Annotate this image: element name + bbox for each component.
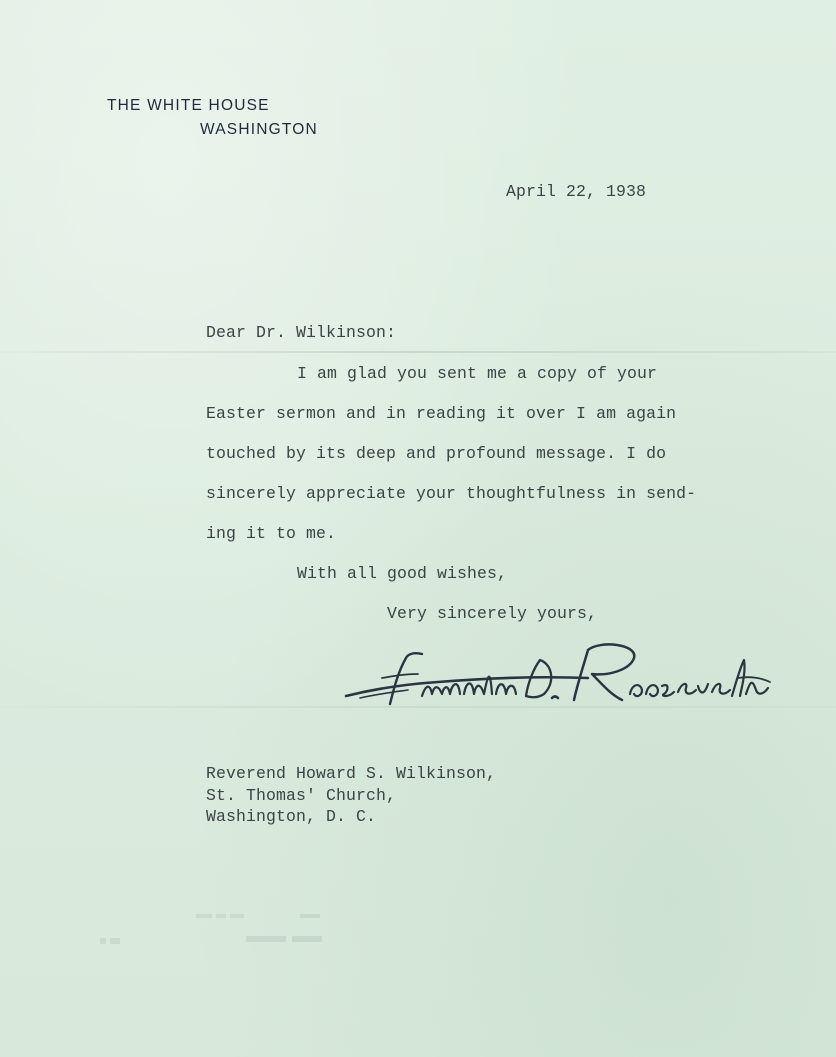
- letterhead-city: WASHINGTON: [200, 121, 318, 138]
- good-wishes: With all good wishes,: [297, 564, 508, 583]
- body-line: sincerely appreciate your thoughtfulness in send-: [206, 484, 697, 503]
- recipient-name: Reverend Howard S. Wilkinson,: [206, 764, 497, 783]
- letter-date: April 22, 1938: [506, 182, 647, 201]
- body-line: ing it to me.: [206, 524, 337, 543]
- body-line: Easter sermon and in reading it over I am again: [206, 404, 677, 423]
- fold-line: [0, 351, 836, 353]
- faint-stamp-mark: [96, 908, 326, 956]
- letterhead-title: THE WHITE HOUSE: [107, 97, 270, 114]
- recipient-city: Washington, D. C.: [206, 807, 377, 826]
- recipient-church: St. Thomas' Church,: [206, 786, 397, 805]
- complimentary-close: Very sincerely yours,: [387, 604, 598, 623]
- body-line: I am glad you sent me a copy of your: [297, 364, 658, 383]
- body-line: touched by its deep and profound message. I do: [206, 444, 667, 463]
- salutation: Dear Dr. Wilkinson:: [206, 323, 397, 342]
- signature: [338, 638, 778, 722]
